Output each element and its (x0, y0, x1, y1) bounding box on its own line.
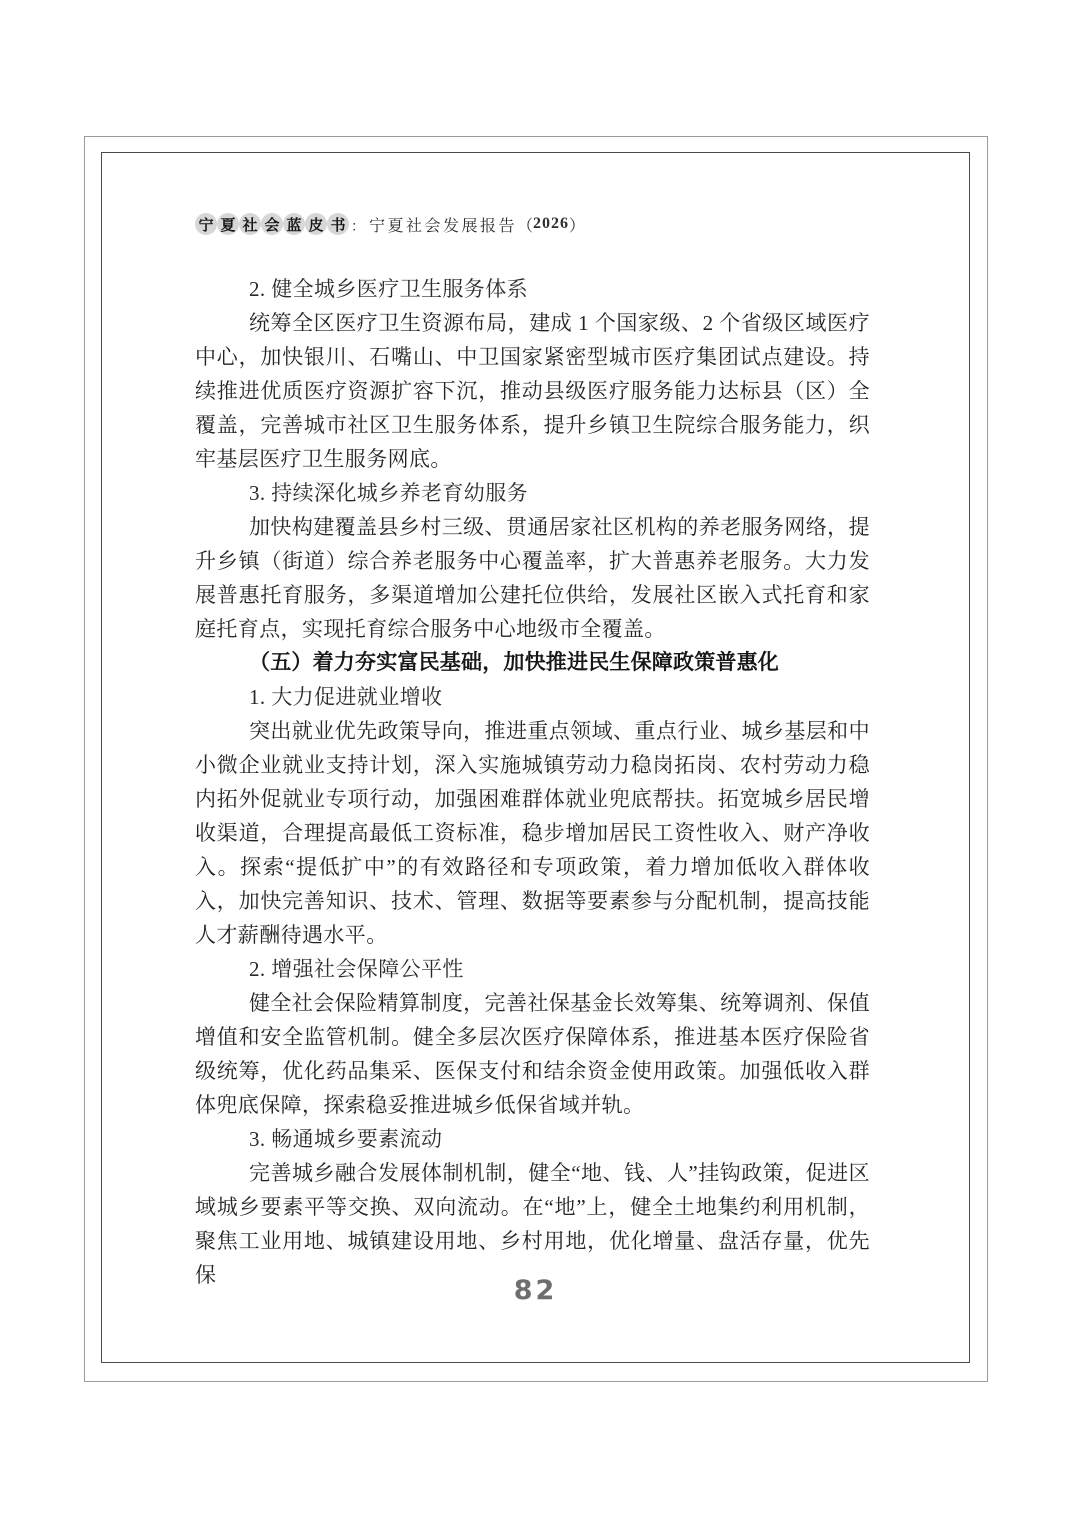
logo-char-circle: 蓝 (283, 213, 305, 235)
running-header (195, 211, 870, 237)
subsection-heading: 2. 增强社会保障公平性 (249, 957, 464, 981)
book-year: 2026 (533, 215, 570, 232)
year-paren-close: ） (569, 217, 586, 235)
logo-char-circle: 会 (261, 213, 283, 235)
subsection-heading: 3. 畅通城乡要素流动 (249, 1127, 443, 1151)
body-paragraph: 完善城乡融合发展体制机制，健全“地、钱、人”挂钩政策，促进区域城乡要素平等交换、双向流动。在“地”上，健全土地集约利用机制，聚焦工业用地、城镇建设用地、乡村用地，优化增量、盘活存量，优先保 (195, 1161, 870, 1287)
page-footer (102, 1275, 969, 1306)
subsection-heading: 2. 健全城乡医疗卫生服务体系 (249, 277, 528, 301)
inner-page-frame (101, 152, 970, 1363)
year-paren-open: （ (517, 217, 534, 235)
book-title: 宁夏社会发展报告 (369, 217, 518, 235)
section-heading: （五）着力夯实富民基础，加快推进民生保障政策普惠化 (249, 651, 779, 674)
subsection-heading: 3. 持续深化城乡养老育幼服务 (249, 481, 528, 505)
body-paragraph: 加快构建覆盖县乡村三级、贯通居家社区机构的养老服务网络，提升乡镇（街道）综合养老服务中心覆盖率，扩大普惠养老服务。大力发展普惠托育服务，多渠道增加公建托位供给，发展社区嵌入式托育和家庭托育点，实现托育综合服务中心地级市全覆盖。 (195, 515, 870, 641)
logo-char-circle: 夏 (217, 213, 239, 235)
logo-char-circle: 社 (239, 213, 261, 235)
logo-char-circle: 书 (327, 213, 349, 235)
body-paragraph: 健全社会保险精算制度，完善社保基金长效筹集、统筹调剂、保值增值和安全监管机制。健全多层次医疗保障体系，推进基本医疗保险省级统筹，优化药品集采、医保支付和结余资金使用政策。加强低收入群体兜底保障，探索稳妥推进城乡低保省域并轨。 (195, 991, 870, 1117)
page-number: 82 (513, 1275, 558, 1306)
outer-page-frame (84, 136, 988, 1382)
series-logo (195, 213, 349, 235)
subsection-heading: 1. 大力促进就业增收 (249, 685, 443, 709)
logo-char-circle: 皮 (305, 213, 327, 235)
header-separator: ： (351, 220, 365, 235)
body-paragraph: 突出就业优先政策导向，推进重点领域、重点行业、城乡基层和中小微企业就业支持计划，深入实施城镇劳动力稳岗拓岗、农村劳动力稳内拓外促就业专项行动，加强困难群体就业兜底帮扶。拓宽城乡居民增收渠道，合理提高最低工资标准，稳步增加居民工资性收入、财产净收入。探索“提低扩中”的有效路径和专项政策，着力增加低收入群体收入，加快完善知识、技术、管理、数据等要素参与分配机制，提高技能人才薪酬待遇水平。 (195, 719, 870, 947)
logo-char-circle: 宁 (195, 213, 217, 235)
body-paragraph: 统筹全区医疗卫生资源布局，建成 1 个国家级、2 个省级区域医疗中心，加快银川、石嘴山、中卫国家紧密型城市医疗集团试点建设。持续推进优质医疗资源扩容下沉，推动县级医疗服务能力达标县（区）全覆盖，完善城市社区卫生服务体系，提升乡镇卫生院综合服务能力，织牢基层医疗卫生服务网底。 (195, 311, 870, 471)
page-body (195, 272, 870, 1292)
